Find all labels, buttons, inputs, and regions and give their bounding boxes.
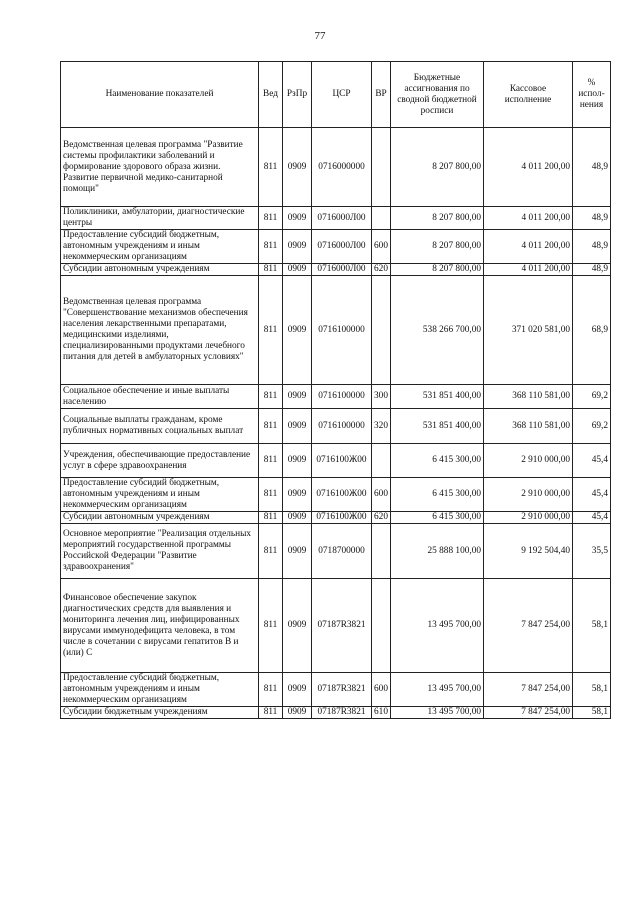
cell-vr: [372, 579, 391, 673]
cell-assign: 8 207 800,00: [391, 207, 484, 230]
cell-name: Предоставление субсидий бюджетным, автономным учреждениям и иным некоммерческим организациям: [61, 478, 259, 512]
cell-pct: 48,9: [573, 207, 611, 230]
cell-csr: 0716000Л00: [312, 264, 372, 276]
header-execution-percent: % испол-нения: [573, 62, 611, 128]
cell-assign: 13 495 700,00: [391, 707, 484, 719]
header-csr: ЦСР: [312, 62, 372, 128]
cell-cash: 4 011 200,00: [484, 128, 573, 207]
cell-pct: 45,4: [573, 444, 611, 478]
cell-cash: 368 110 581,00: [484, 385, 573, 409]
table-row: [61, 444, 611, 478]
cell-vr: 600: [372, 230, 391, 264]
cell-assign: 6 415 300,00: [391, 512, 484, 524]
cell-cash: 2 910 000,00: [484, 444, 573, 478]
cell-rzpr: 0909: [283, 264, 312, 276]
cell-rzpr: 0909: [283, 673, 312, 707]
cell-ved: 811: [259, 385, 283, 409]
cell-ved: 811: [259, 579, 283, 673]
cell-csr: 07187R3821: [312, 579, 372, 673]
cell-name: Основное мероприятие "Реализация отдельных мероприятий государственной программы Российской Федерации "Развитие здравоохранения": [61, 524, 259, 579]
table-row: [61, 524, 611, 579]
cell-name: Финансовое обеспечение закупок диагностических средств для выявления и мониторинга лечения лиц, инфицированных вирусами иммунодефицита человека, в том числе в сочетании с вирусами гепатитов B и (или) C: [61, 579, 259, 673]
cell-assign: 25 888 100,00: [391, 524, 484, 579]
cell-name: Социальное обеспечение и иные выплаты населению: [61, 385, 259, 409]
cell-cash: 7 847 254,00: [484, 707, 573, 719]
cell-ved: 811: [259, 409, 283, 444]
cell-ved: 811: [259, 264, 283, 276]
cell-name: Социальные выплаты гражданам, кроме публичных нормативных социальных выплат: [61, 409, 259, 444]
cell-ved: 811: [259, 444, 283, 478]
cell-name: Субсидии автономным учреждениям: [61, 264, 259, 276]
cell-name: Учреждения, обеспечивающие предоставление услуг в сфере здравоохранения: [61, 444, 259, 478]
cell-assign: 538 266 700,00: [391, 276, 484, 385]
cell-csr: 0716000Л00: [312, 230, 372, 264]
header-name: Наименование показателей: [61, 62, 259, 128]
cell-pct: 48,9: [573, 128, 611, 207]
cell-pct: 35,5: [573, 524, 611, 579]
cell-assign: 8 207 800,00: [391, 230, 484, 264]
cell-ved: 811: [259, 512, 283, 524]
cell-vr: 600: [372, 673, 391, 707]
table-row: [61, 579, 611, 673]
cell-rzpr: 0909: [283, 512, 312, 524]
table-row: [61, 276, 611, 385]
cell-ved: 811: [259, 673, 283, 707]
cell-name: Ведомственная целевая программа "Развитие системы профилактики заболеваний и формирование здорового образа жизни. Развитие первичной медико-санитарной помощи": [61, 128, 259, 207]
cell-vr: 600: [372, 478, 391, 512]
cell-cash: 4 011 200,00: [484, 207, 573, 230]
cell-rzpr: 0909: [283, 444, 312, 478]
header-rzpr: РзПр: [283, 62, 312, 128]
cell-assign: 8 207 800,00: [391, 128, 484, 207]
cell-cash: 7 847 254,00: [484, 673, 573, 707]
cell-csr: 0716000Л00: [312, 207, 372, 230]
cell-csr: 0716100Ж00: [312, 444, 372, 478]
cell-csr: 0716100Ж00: [312, 478, 372, 512]
cell-csr: 0716100000: [312, 409, 372, 444]
cell-pct: 48,9: [573, 264, 611, 276]
cell-name: Предоставление субсидий бюджетным, автономным учреждениям и иным некоммерческим организациям: [61, 230, 259, 264]
cell-name: Ведомственная целевая программа "Совершенствование механизмов обеспечения населения лекарственными препаратами, медицинскими изделиями, специализированными продуктами лечебного питания для детей в амбулаторных условиях": [61, 276, 259, 385]
table-row: [61, 478, 611, 512]
cell-name: Предоставление субсидий бюджетным, автономным учреждениям и иным некоммерческим организациям: [61, 673, 259, 707]
cell-ved: 811: [259, 230, 283, 264]
cell-cash: 368 110 581,00: [484, 409, 573, 444]
cell-rzpr: 0909: [283, 385, 312, 409]
table-row: [61, 128, 611, 207]
cell-csr: 0716100Ж00: [312, 512, 372, 524]
cell-assign: 531 851 400,00: [391, 385, 484, 409]
page-number: 77: [314, 30, 326, 42]
cell-pct: 58,1: [573, 579, 611, 673]
cell-rzpr: 0909: [283, 276, 312, 385]
cell-cash: 7 847 254,00: [484, 579, 573, 673]
cell-vr: 620: [372, 512, 391, 524]
header-vr: ВР: [372, 62, 391, 128]
cell-csr: 0716100000: [312, 276, 372, 385]
cell-rzpr: 0909: [283, 478, 312, 512]
cell-rzpr: 0909: [283, 579, 312, 673]
table-row: [61, 264, 611, 276]
cell-pct: 69,2: [573, 409, 611, 444]
table-header-row: [61, 62, 611, 128]
cell-rzpr: 0909: [283, 207, 312, 230]
table-row: [61, 673, 611, 707]
cell-vr: 320: [372, 409, 391, 444]
cell-ved: 811: [259, 276, 283, 385]
table-row: [61, 707, 611, 719]
table-row: [61, 207, 611, 230]
cell-assign: 13 495 700,00: [391, 673, 484, 707]
cell-ved: 811: [259, 128, 283, 207]
cell-pct: 45,4: [573, 478, 611, 512]
cell-pct: 69,2: [573, 385, 611, 409]
cell-vr: [372, 128, 391, 207]
table-row: [61, 230, 611, 264]
cell-rzpr: 0909: [283, 707, 312, 719]
cell-vr: [372, 276, 391, 385]
cell-name: Субсидии автономным учреждениям: [61, 512, 259, 524]
cell-cash: 4 011 200,00: [484, 230, 573, 264]
cell-csr: 0716000000: [312, 128, 372, 207]
cell-csr: 0718700000: [312, 524, 372, 579]
cell-cash: 4 011 200,00: [484, 264, 573, 276]
budget-execution-table: [60, 61, 611, 719]
cell-vr: [372, 444, 391, 478]
cell-pct: 58,1: [573, 707, 611, 719]
cell-assign: 13 495 700,00: [391, 579, 484, 673]
cell-ved: 811: [259, 524, 283, 579]
cell-ved: 811: [259, 207, 283, 230]
cell-cash: 9 192 504,40: [484, 524, 573, 579]
cell-ved: 811: [259, 707, 283, 719]
header-ved: Вед: [259, 62, 283, 128]
cell-assign: 531 851 400,00: [391, 409, 484, 444]
cell-csr: 0716100000: [312, 385, 372, 409]
cell-pct: 68,9: [573, 276, 611, 385]
cell-name: Субсидии бюджетным учреждениям: [61, 707, 259, 719]
header-budget-assignments: Бюджетные ассигнования по сводной бюджетной росписи: [391, 62, 484, 128]
cell-vr: 610: [372, 707, 391, 719]
cell-assign: 8 207 800,00: [391, 264, 484, 276]
cell-csr: 07187R3821: [312, 707, 372, 719]
cell-rzpr: 0909: [283, 128, 312, 207]
cell-name: Поликлиники, амбулатории, диагностические центры: [61, 207, 259, 230]
cell-cash: 2 910 000,00: [484, 512, 573, 524]
cell-assign: 6 415 300,00: [391, 444, 484, 478]
cell-pct: 58,1: [573, 673, 611, 707]
table-row: [61, 512, 611, 524]
cell-cash: 2 910 000,00: [484, 478, 573, 512]
cell-pct: 48,9: [573, 230, 611, 264]
cell-vr: 620: [372, 264, 391, 276]
cell-rzpr: 0909: [283, 230, 312, 264]
cell-rzpr: 0909: [283, 524, 312, 579]
cell-vr: 300: [372, 385, 391, 409]
header-cash-execution: Кассовое исполнение: [484, 62, 573, 128]
cell-vr: [372, 207, 391, 230]
cell-cash: 371 020 581,00: [484, 276, 573, 385]
table-row: [61, 409, 611, 444]
cell-rzpr: 0909: [283, 409, 312, 444]
cell-pct: 45,4: [573, 512, 611, 524]
cell-csr: 07187R3821: [312, 673, 372, 707]
table-row: [61, 385, 611, 409]
cell-vr: [372, 524, 391, 579]
cell-assign: 6 415 300,00: [391, 478, 484, 512]
cell-ved: 811: [259, 478, 283, 512]
